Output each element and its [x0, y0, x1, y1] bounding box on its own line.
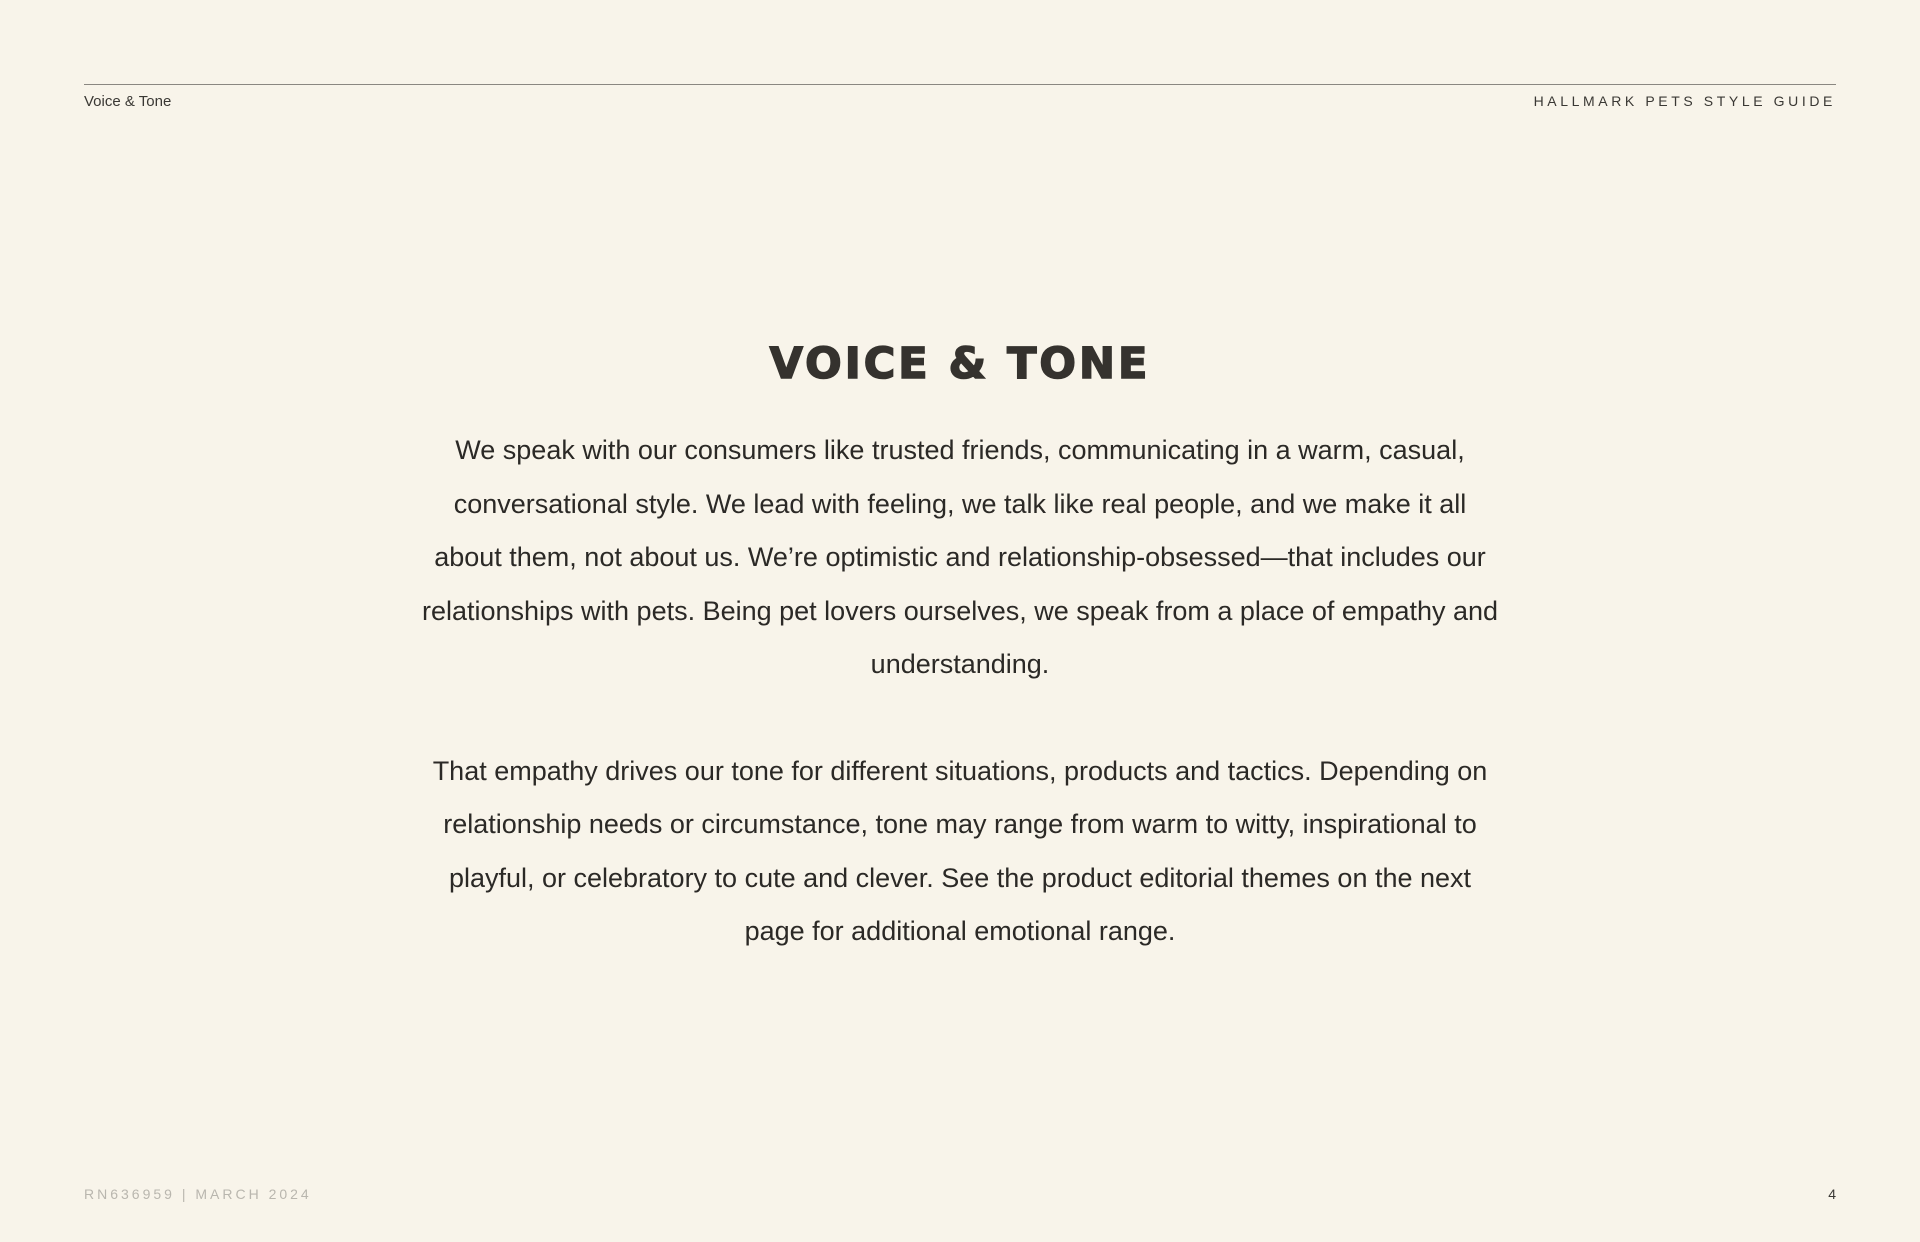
body-paragraph-1: We speak with our consumers like trusted friends, communicating in a warm, casual, conversational style. We lead with feeling, we talk like real people, and we make it all about them, not about us. We’re optimistic and relationship-obsessed—that includes our relationships with pets. Being pet lovers ourselves, we speak from a place of empathy and understanding.	[421, 435, 1499, 679]
page-number: 4	[1828, 1186, 1836, 1202]
guide-title: HALLMARK PETS STYLE GUIDE	[1533, 93, 1836, 109]
header-divider	[84, 84, 1836, 85]
main-content	[420, 338, 1500, 959]
document-info: RN636959 | MARCH 2024	[84, 1186, 312, 1202]
body-paragraph-2: That empathy drives our tone for different situations, products and tactics. Depending on relationship needs or circumstance, tone may range from warm to witty, inspirational to playful, or celebratory to cute and clever. See the product editorial themes on the next page for additional emotional range.	[432, 755, 1488, 946]
page-title: VOICE & TONE	[769, 339, 1151, 389]
section-label: Voice & Tone	[84, 93, 172, 110]
